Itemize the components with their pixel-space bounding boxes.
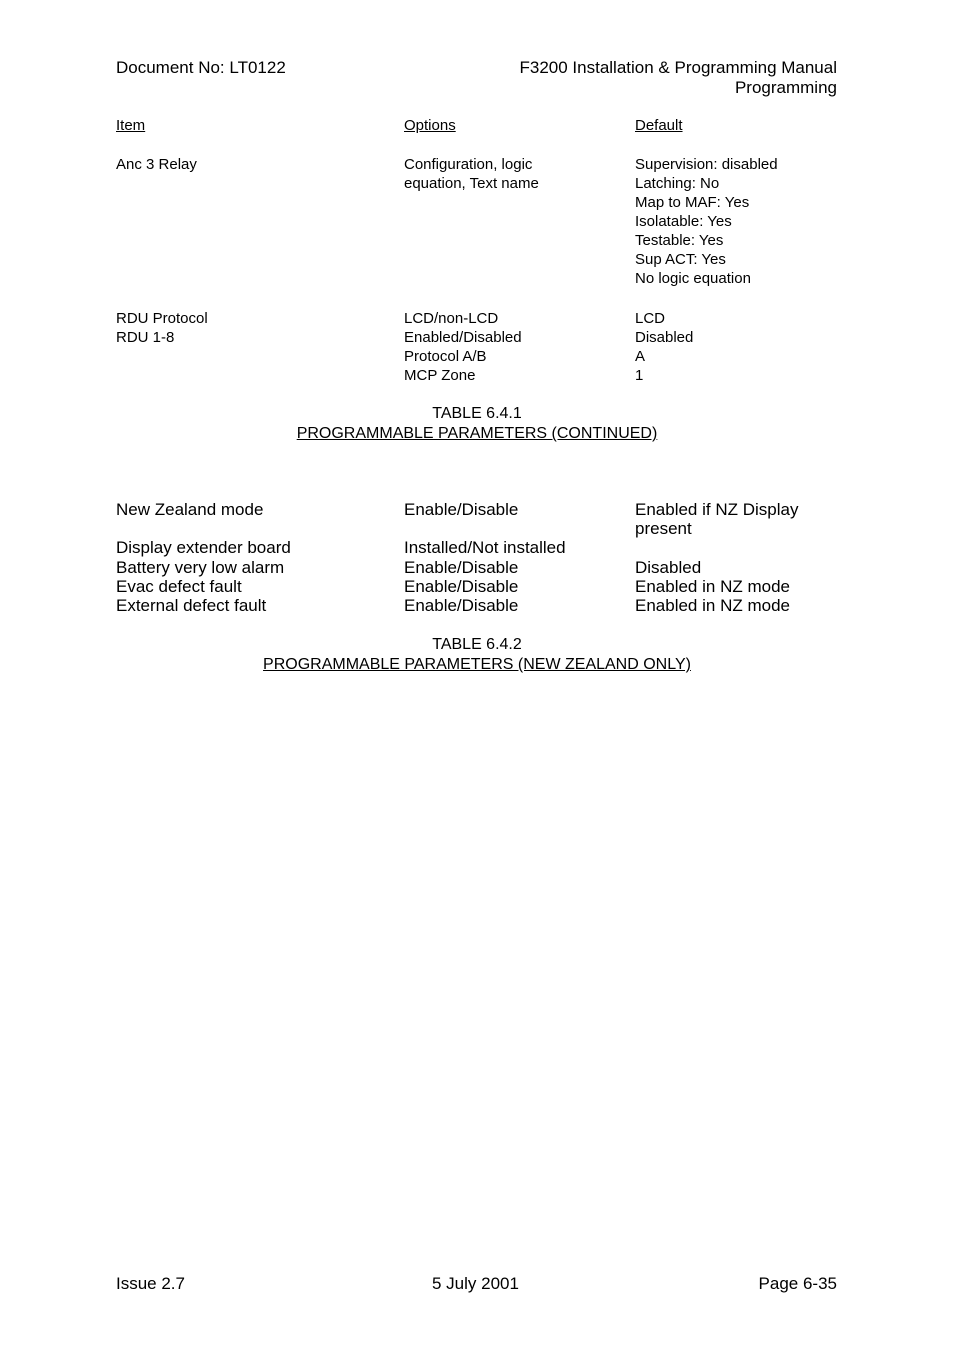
cell-line	[404, 519, 566, 538]
cell-line: Latching: No	[635, 175, 720, 192]
cell-line	[635, 538, 798, 557]
issue-number: Issue 2.7	[116, 1274, 185, 1293]
cell-line: Enabled in NZ mode	[635, 596, 790, 616]
cell-line: Enable/Disable	[404, 557, 519, 577]
cell-line: Supervision: disabled	[635, 156, 778, 173]
cell-line: Disabled	[635, 557, 702, 577]
cell-line: Battery very low alarm	[116, 557, 285, 577]
table-row-options	[404, 309, 522, 385]
cell-line: Evac defect fault	[116, 576, 242, 596]
table-row-options	[404, 155, 539, 193]
document-number: Document No: LT0122	[116, 58, 286, 77]
cell-line: External defect fault	[116, 596, 267, 616]
cell-line: Enable/Disable	[404, 500, 519, 519]
table-column-item	[116, 500, 291, 615]
cell-line: Enabled if NZ Display	[635, 500, 799, 519]
table-caption-title-text: PROGRAMMABLE PARAMETERS (CONTINUED)	[296, 425, 658, 442]
cell-line: New Zealand mode	[116, 500, 264, 519]
table-caption-title	[0, 655, 954, 675]
cell-line: Disabled	[635, 329, 694, 346]
page-number: Page 6-35	[758, 1274, 837, 1293]
cell-line: RDU Protocol	[116, 310, 208, 327]
table-caption-title	[0, 424, 954, 444]
cell-line: Display extender board	[116, 538, 291, 558]
cell-line: Enabled in NZ mode	[635, 576, 790, 596]
cell-line: Map to MAF: Yes	[635, 194, 750, 211]
cell-line: Enable/Disable	[404, 576, 519, 596]
cell-line: Enabled/Disabled	[404, 329, 522, 346]
cell-line: present	[635, 519, 692, 539]
manual-title: F3200 Installation & Programming Manual	[519, 58, 837, 77]
cell-line: Sup ACT: Yes	[635, 251, 726, 268]
cell-line: equation, Text name	[404, 175, 539, 192]
cell-line	[116, 519, 291, 538]
cell-line: No logic equation	[635, 270, 751, 287]
section-name: Programming	[734, 78, 837, 97]
cell-line: 1	[635, 367, 644, 384]
table-row-item	[116, 155, 197, 174]
table-row-item	[116, 309, 208, 347]
cell-line: MCP Zone	[404, 367, 476, 384]
cell-line: RDU 1-8	[116, 329, 175, 346]
cell-line: Configuration, logic	[404, 156, 533, 173]
issue-date: 5 July 2001	[432, 1274, 519, 1293]
table-column-default	[635, 500, 798, 615]
table-row-default	[635, 155, 778, 288]
cell-line: LCD	[635, 310, 666, 327]
table-column-options	[404, 500, 566, 615]
cell-line: Protocol A/B	[404, 348, 487, 365]
table-caption-number: TABLE 6.4.2	[432, 636, 522, 653]
column-header-item: Item	[116, 117, 146, 134]
cell-line: A	[635, 348, 646, 365]
column-header-options: Options	[404, 117, 456, 134]
cell-line: Isolatable: Yes	[635, 213, 732, 230]
cell-line: LCD/non-LCD	[404, 310, 499, 327]
table-row-default	[635, 309, 693, 385]
cell-line: Installed/Not installed	[404, 538, 566, 558]
column-header-default: Default	[635, 117, 683, 134]
cell-line: Testable: Yes	[635, 232, 724, 249]
cell-line: Anc 3 Relay	[116, 156, 197, 173]
table-caption-title-text: PROGRAMMABLE PARAMETERS (NEW ZEALAND ONLY)	[263, 656, 691, 673]
table-caption-number: TABLE 6.4.1	[432, 405, 522, 422]
cell-line: Enable/Disable	[404, 596, 519, 616]
